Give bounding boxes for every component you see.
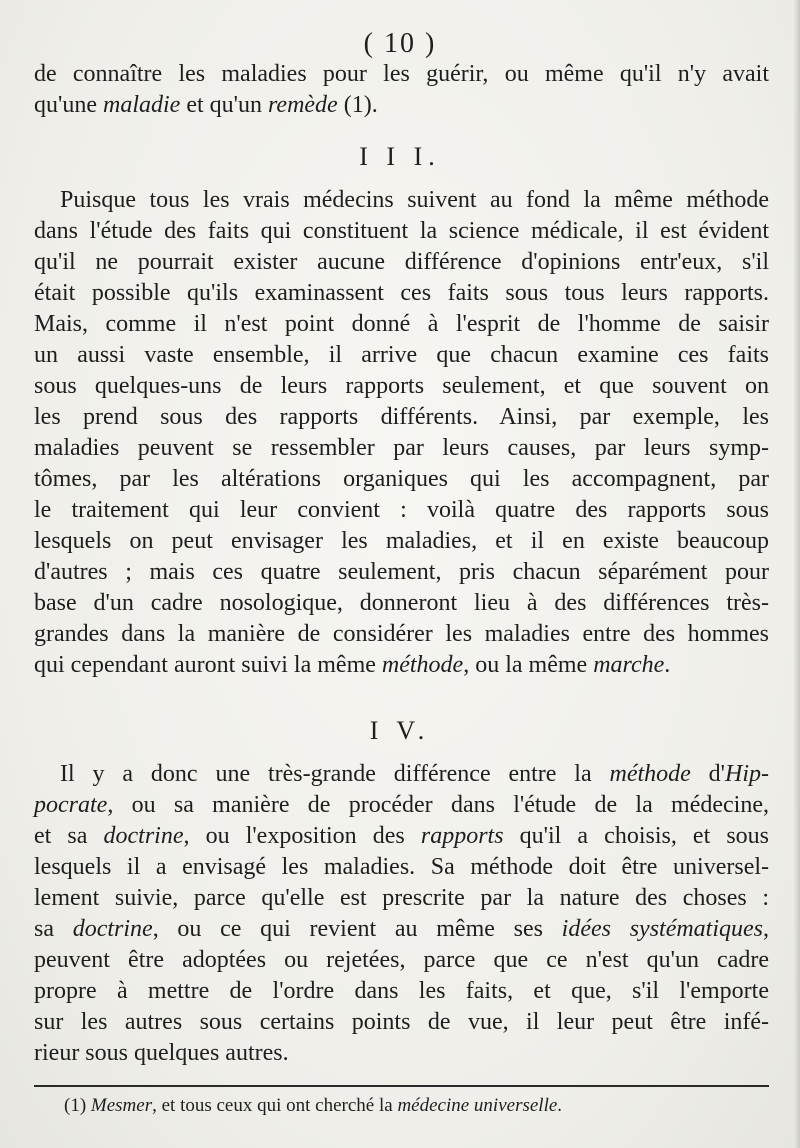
italic-text: méthode <box>609 761 691 787</box>
text-run: sa <box>34 916 73 942</box>
text-run: sous quelques-uns de leurs rapports seulement, et que souvent on <box>34 373 769 399</box>
text-run: , ou la même <box>463 652 594 678</box>
text-line <box>34 309 769 339</box>
text-run: qu'il a choisis, et sous <box>503 823 770 849</box>
text-line <box>34 852 769 882</box>
section-heading-iii: I I I. <box>359 142 441 171</box>
text-run: Il y a donc une très-grande différence entre la <box>60 761 610 787</box>
text-run: (1). <box>337 92 378 118</box>
italic-text: Mesmer <box>90 1095 153 1116</box>
text-line <box>34 790 769 820</box>
text-line <box>34 588 769 618</box>
text-run: de connaître les maladies pour les guérir, ou même qu'il n'y avait <box>34 61 769 87</box>
text-line <box>60 759 769 789</box>
text-line <box>34 464 769 494</box>
text-line <box>34 1038 769 1068</box>
text-run: rieur sous quelques autres. <box>34 1040 289 1066</box>
text-run: peuvent être adoptées ou rejetées, parce que ce n'est qu'un cadre <box>34 947 769 973</box>
text-line <box>34 650 769 680</box>
text-run: sur les autres sous certains points de vue, il leur peut être infé- <box>34 1009 769 1035</box>
text-run: d' <box>690 761 725 787</box>
text-line <box>34 976 769 1006</box>
text-line <box>34 340 769 370</box>
text-run: , ou sa manière de procéder dans l'étude de la médecine, <box>107 792 769 818</box>
text-line <box>34 278 769 308</box>
text-run: (1) <box>64 1095 91 1116</box>
italic-text: doctrine <box>72 916 153 942</box>
text-run: était possible qu'ils examinassent ces faits sous tous leurs rapports. <box>34 280 769 306</box>
text-run: propre à mettre de l'ordre dans les faits, et que, s'il l'emporte <box>34 978 769 1004</box>
italic-text: médecine universelle <box>397 1095 558 1116</box>
text-run: lesquels il a envisagé les maladies. Sa méthode doit être universel- <box>34 854 769 880</box>
italic-text: Hip- <box>725 761 769 787</box>
italic-text: maladie <box>102 92 181 118</box>
text-line <box>34 247 769 277</box>
text-line <box>34 883 769 913</box>
text-line <box>34 1007 769 1037</box>
text-line <box>34 433 769 463</box>
text-run: Mais, comme il n'est point donné à l'esprit de l'homme de saisir <box>34 311 769 337</box>
page-edge-shadow <box>794 0 800 1148</box>
italic-text: pocrate <box>34 792 108 818</box>
text-run: Puisque tous les vrais médecins suivent au fond la même méthode <box>60 187 769 213</box>
text-run: un aussi vaste ensemble, il arrive que chacun examine ces faits <box>34 342 769 368</box>
italic-text: rapports <box>420 823 504 849</box>
text-run: le traitement qui leur convient : voilà quatre des rapports sous <box>34 497 769 523</box>
text-line <box>34 371 769 401</box>
text-run: et qu'un <box>180 92 268 118</box>
text-run: base d'un cadre nosologique, donneront lieu à des différences très- <box>34 590 769 616</box>
italic-text: doctrine <box>103 823 184 849</box>
italic-text: marche <box>593 652 665 678</box>
text-run: et sa <box>34 823 104 849</box>
text-run: maladies peuvent se ressembler par leurs causes, par leurs symp- <box>34 435 769 461</box>
text-run: . <box>557 1095 563 1116</box>
text-run: qu'une <box>34 92 103 118</box>
text-run: qui cependant auront suivi la même <box>34 652 382 678</box>
text-run: tômes, par les altérations organiques qui les accompagnent, par <box>34 466 769 492</box>
page-number: ( 10 ) <box>363 28 437 59</box>
text-run: dans l'étude des faits qui constituent la science médicale, il est évident <box>34 218 769 244</box>
text-line <box>34 216 769 246</box>
text-line <box>34 59 769 89</box>
italic-text: idées systématiques <box>561 916 764 942</box>
text-line <box>34 526 769 556</box>
text-line <box>34 914 769 944</box>
text-line <box>34 495 769 525</box>
text-run: d'autres ; mais ces quatre seulement, pris chacun séparément pour <box>34 559 769 585</box>
text-run: grandes dans la manière de considérer les maladies entre des hommes <box>34 621 769 647</box>
text-line <box>60 185 769 215</box>
text-line <box>34 619 769 649</box>
text-line <box>34 821 769 851</box>
italic-text: méthode <box>381 652 464 678</box>
text-run: , <box>763 916 770 942</box>
text-run: . <box>664 652 671 678</box>
italic-text: remède <box>267 92 338 118</box>
text-run: qu'il ne pourrait exister aucune différence d'opinions entr'eux, s'il <box>34 249 769 275</box>
text-run: , ou l'exposition des <box>183 823 421 849</box>
text-line <box>34 90 769 120</box>
text-run: lesquels on peut envisager les maladies, et il en existe beaucoup <box>34 528 769 554</box>
text-line <box>34 557 769 587</box>
text-line <box>34 402 769 432</box>
text-line <box>34 945 769 975</box>
section-heading-iv: I V. <box>369 716 431 745</box>
text-run: , ou ce qui revient au même ses <box>152 916 562 942</box>
text-run: , et tous ceux qui ont cherché la <box>152 1095 398 1116</box>
text-run: lement suivie, parce qu'elle est prescrite par la nature des choses : <box>34 885 769 911</box>
footnote <box>64 1093 562 1119</box>
footnote-divider <box>34 1085 769 1087</box>
text-run: les prend sous des rapports différents. Ainsi, par exemple, les <box>34 404 769 430</box>
